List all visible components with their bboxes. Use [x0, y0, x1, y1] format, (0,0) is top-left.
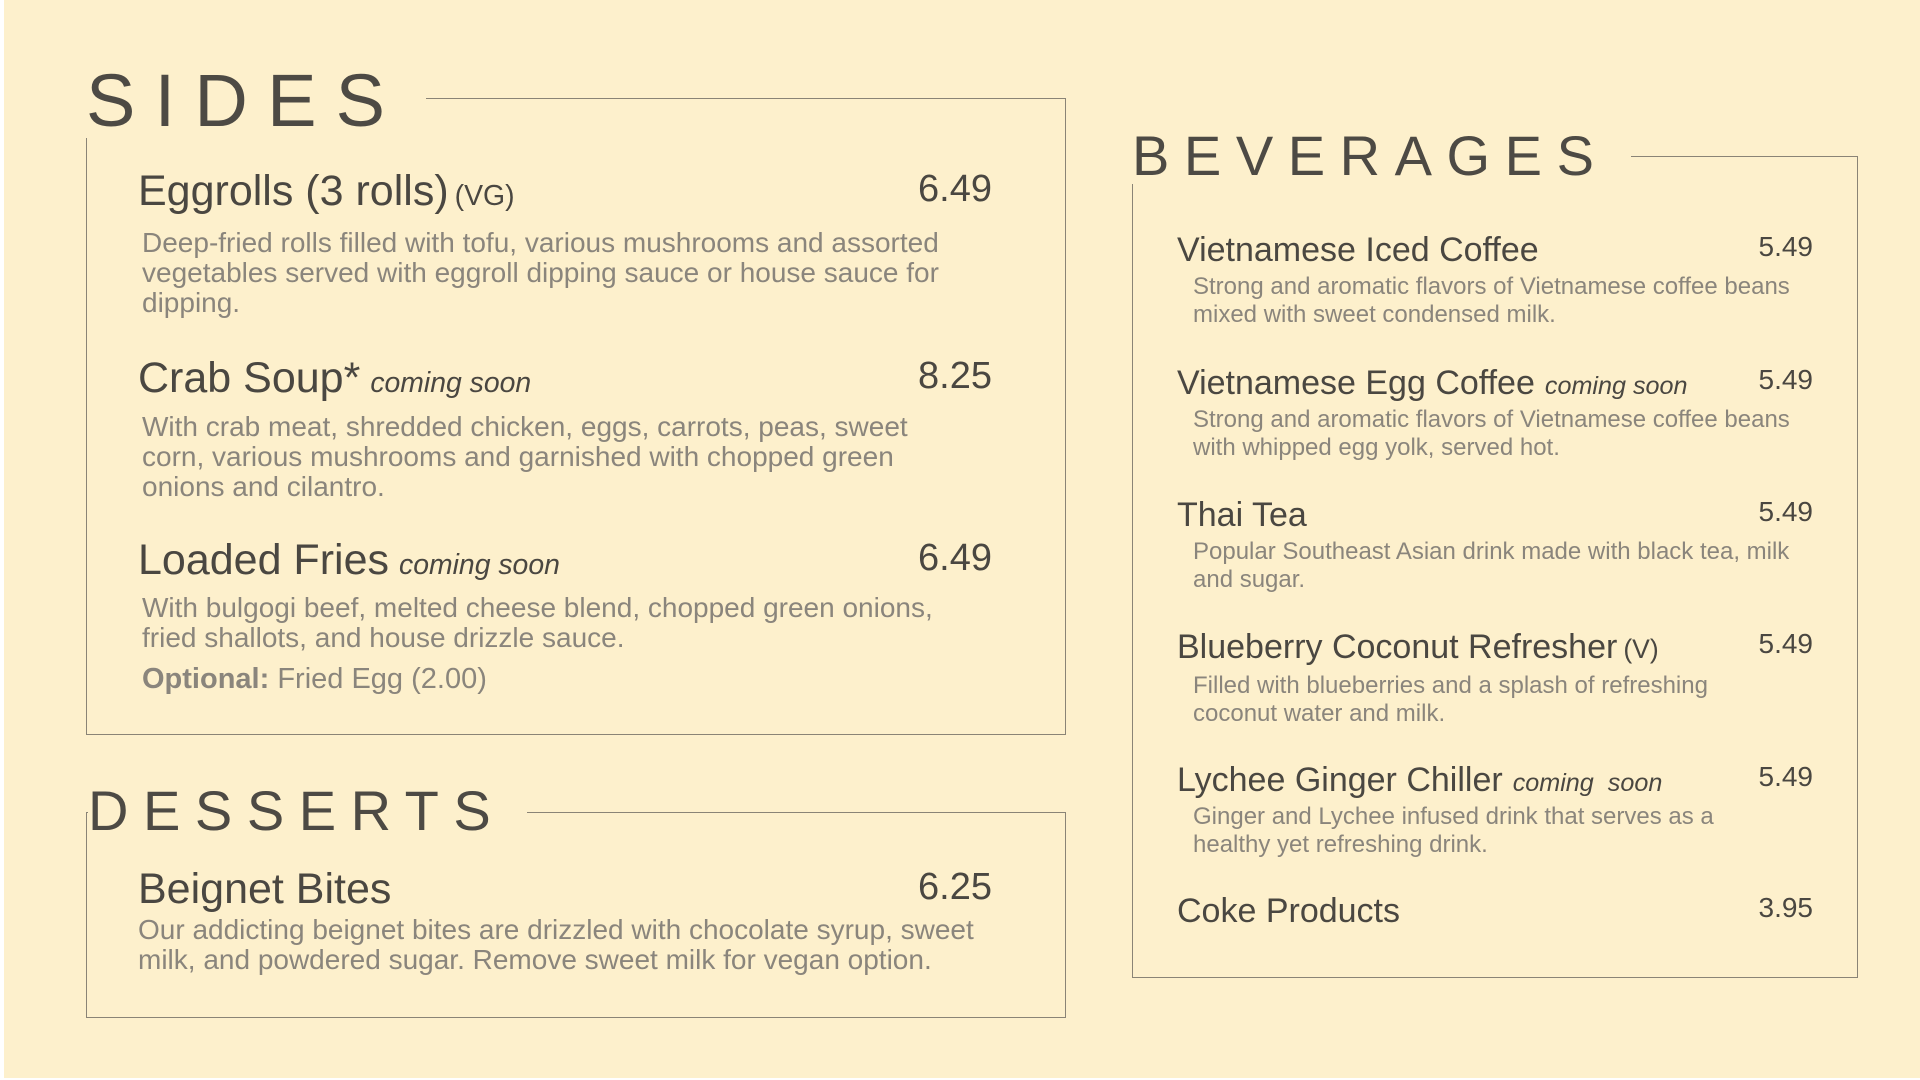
item-title: [138, 167, 515, 215]
beverages-item-blueberry-coconut-refresher: [1177, 630, 1813, 730]
item-title: [1177, 763, 1662, 797]
item-name: Thai Tea: [1177, 496, 1307, 534]
item-title: [1177, 630, 1659, 664]
item-title: [1177, 233, 1539, 267]
item-title: [1177, 498, 1307, 532]
sides-heading: SIDES: [86, 64, 426, 138]
vegan-tag: (VG): [454, 180, 515, 212]
item-name: Loaded Fries: [138, 536, 389, 584]
beverages-item-coke-products: [1177, 894, 1813, 944]
item-title: [1177, 894, 1400, 928]
item-price: 5.49: [1758, 628, 1813, 659]
desserts-item-beignet-bites: [138, 865, 992, 988]
item-name: Eggrolls (3 rolls): [138, 167, 449, 215]
sides-item-loaded-fries: [138, 536, 992, 699]
item-name: Vietnamese Egg Coffee: [1177, 364, 1535, 402]
sides-item-crab-soup: [138, 354, 992, 517]
item-name: Blueberry Coconut Refresher: [1177, 628, 1618, 666]
item-price: 6.25: [918, 866, 992, 908]
optional-text: Fried Egg (2.00): [277, 663, 487, 695]
sides-item-eggrolls: [138, 167, 992, 330]
item-title: [138, 536, 560, 584]
item-price: 5.49: [1758, 761, 1813, 792]
coming-soon-note: coming soon: [370, 367, 532, 399]
item-title: [138, 354, 532, 402]
item-description: Strong and aromatic flavors of Vietnamese coffee beans mixed with sweet condensed milk.: [1193, 273, 1790, 328]
item-price: 5.49: [1758, 496, 1813, 527]
item-price: 5.49: [1758, 231, 1813, 262]
item-description: With crab meat, shredded chicken, eggs, carrots, peas, sweet corn, various mushrooms and garnished with chopped green onions and cilantro.: [142, 411, 908, 502]
desserts-heading: DESSERTS: [88, 783, 527, 839]
item-name: Coke Products: [1177, 892, 1400, 930]
item-description: Ginger and Lychee infused drink that serves as a healthy yet refreshing drink.: [1193, 803, 1714, 858]
item-price: 8.25: [918, 355, 992, 397]
item-name: Vietnamese Iced Coffee: [1177, 231, 1539, 269]
menu-board: [4, 0, 1920, 1078]
item-name: Lychee Ginger Chiller: [1177, 761, 1503, 799]
item-title: [138, 865, 392, 913]
item-price: 3.95: [1758, 892, 1813, 923]
item-price: 6.49: [918, 168, 992, 210]
item-name: Crab Soup*: [138, 354, 361, 402]
optional-addon: [142, 663, 487, 696]
item-description: Deep-fried rolls filled with tofu, various mushrooms and assorted vegetables served with eggroll dipping sauce or house sauce for dipping.: [142, 227, 939, 318]
coming-soon-note: coming soon: [1512, 769, 1663, 797]
item-price: 5.49: [1758, 364, 1813, 395]
beverages-item-lychee-ginger-chiller: [1177, 763, 1813, 863]
coming-soon-note: coming soon: [1544, 372, 1688, 400]
item-description: Popular Southeast Asian drink made with black tea, milk and sugar.: [1193, 538, 1790, 593]
item-name: Beignet Bites: [138, 865, 392, 913]
optional-label: Optional:: [142, 663, 270, 695]
beverages-heading: BEVERAGES: [1132, 128, 1631, 184]
coming-soon-note: coming soon: [399, 549, 560, 581]
item-price: 6.49: [918, 537, 992, 579]
beverages-item-vietnamese-egg-coffee: [1177, 366, 1813, 466]
item-description: With bulgogi beef, melted cheese blend, chopped green onions, fried shallots, and house drizzle sauce.: [142, 592, 933, 653]
item-description: Filled with blueberries and a splash of refreshing coconut water and milk.: [1193, 672, 1708, 727]
vegan-tag: (V): [1623, 634, 1659, 664]
item-description: Strong and aromatic flavors of Vietnamese coffee beans with whipped egg yolk, served hot.: [1193, 406, 1790, 461]
beverages-item-thai-tea: [1177, 498, 1813, 598]
item-title: [1177, 366, 1688, 400]
beverages-item-vietnamese-iced-coffee: [1177, 233, 1813, 333]
item-description: Our addicting beignet bites are drizzled with chocolate syrup, sweet milk, and powdered sugar. Remove sweet milk for vegan option.: [138, 914, 974, 975]
